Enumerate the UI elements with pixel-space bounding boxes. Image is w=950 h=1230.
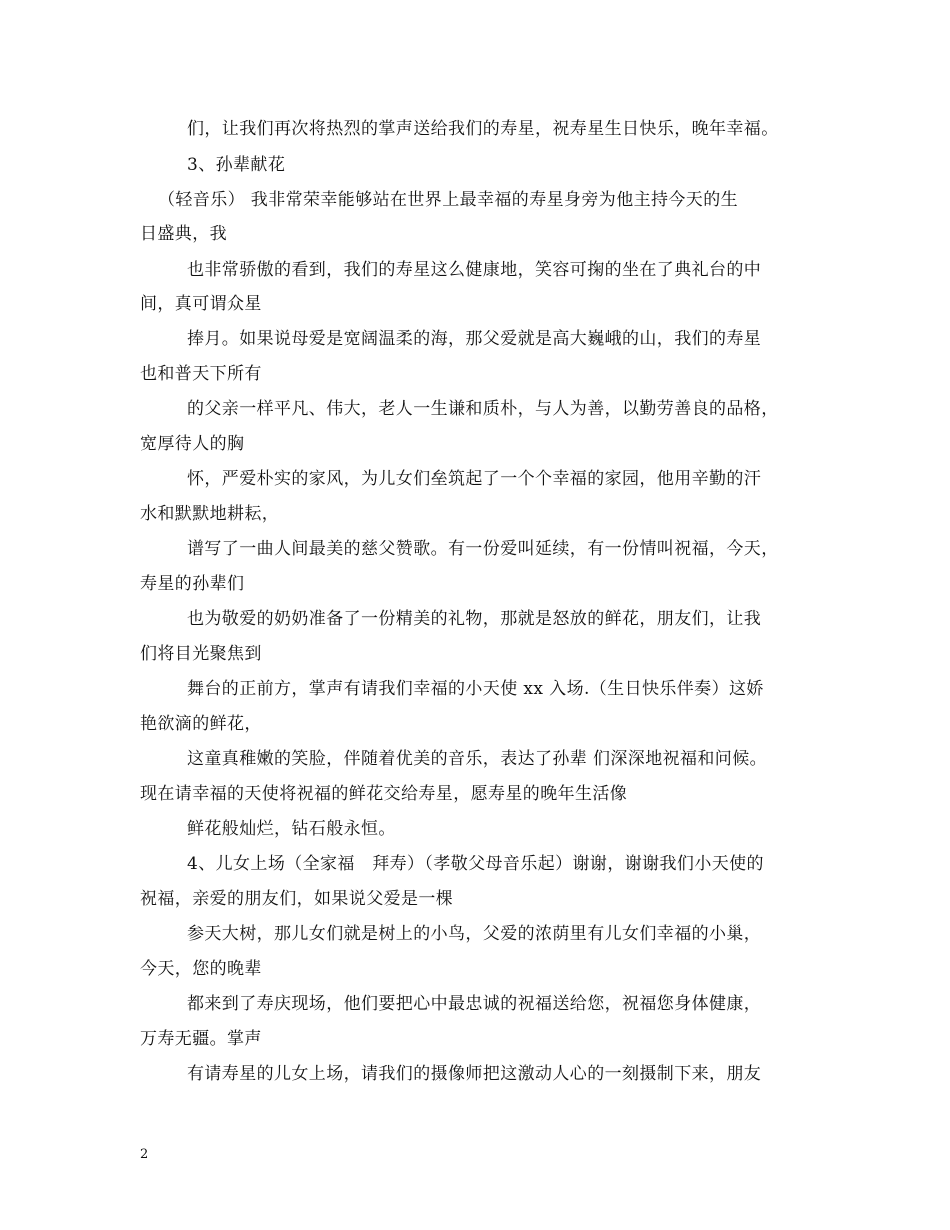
page-number: 2 [140,1147,149,1162]
text-line: （轻音乐） 我非常荣幸能够站在世界上最幸福的寿星身旁为他主持今天的生 [158,190,739,210]
text-line: 谱写了一曲人间最美的慈父赞歌。有一份爱叫延续，有一份情叫祝福，今天， [187,539,779,559]
text-line: 艳欲滴的鲜花， [140,714,262,734]
text-line: 们将目光聚焦到 [140,644,262,664]
text-line: 宽厚待人的胸 [140,434,245,454]
text-line: 怀，严爱朴实的家风，为儿女们垒筑起了一个个幸福的家园，他用辛勤的汗 [187,469,762,489]
text-line: 参天大树，那儿女们就是树上的小鸟，父爱的浓荫里有儿女们幸福的小巢， [187,924,762,944]
text-line: 也为敬爱的奶奶准备了一份精美的礼物，那就是怒放的鲜花，朋友们，让我 [187,609,762,629]
section-heading: 4、儿女上场（全家福 拜寿）（孝敬父母音乐起）谢谢，谢谢我们小天使的 [187,854,764,874]
text-line: 也非常骄傲的看到，我们的寿星这么健康地，笑容可掬的坐在了典礼台的中 [187,260,762,280]
text-line: 舞台的正前方，掌声有请我们幸福的小天使 xx 入场.（生日快乐伴奏）这娇 [187,679,764,699]
text-line: 今天，您的晚辈 [140,959,262,979]
text-line: 祝福，亲爱的朋友们，如果说父爱是一棵 [140,889,454,909]
text-line: 都来到了寿庆现场，他们要把心中最忠诚的祝福送给您，祝福您身体健康， [187,994,762,1014]
text-line: 的父亲一样平凡、伟大，老人一生谦和质朴，与人为善，以勤劳善良的品格， [187,399,779,419]
text-line: 们，让我们再次将热烈的掌声送给我们的寿星，祝寿星生日快乐，晚年幸福。 [187,119,779,139]
text-line: 这童真稚嫩的笑脸，伴随着优美的音乐，表达了孙辈 们深深地祝福和问候。 [187,749,768,769]
text-line: 万寿无疆。掌声 [140,1029,262,1049]
section-heading: 3、孙辈献花 [187,155,286,175]
text-line: 寿星的孙辈们 [140,574,245,594]
text-line: 现在请幸福的天使将祝福的鲜花交给寿星，愿寿星的晚年生活像 [140,784,628,804]
text-line: 有请寿星的儿女上场，请我们的摄像师把这激动人心的一刻摄制下来，朋友 [187,1064,762,1084]
text-line: 鲜花般灿烂，钻石般永恒。 [187,819,396,839]
text-line: 也和普天下所有 [140,364,262,384]
text-line: 捧月。如果说母爱是宽阔温柔的海，那父爱就是高大巍峨的山，我们的寿星 [187,329,762,349]
text-line: 间，真可谓众星 [140,294,262,314]
text-line: 水和默默地耕耘， [140,504,280,524]
text-line: 日盛典，我 [140,224,227,244]
